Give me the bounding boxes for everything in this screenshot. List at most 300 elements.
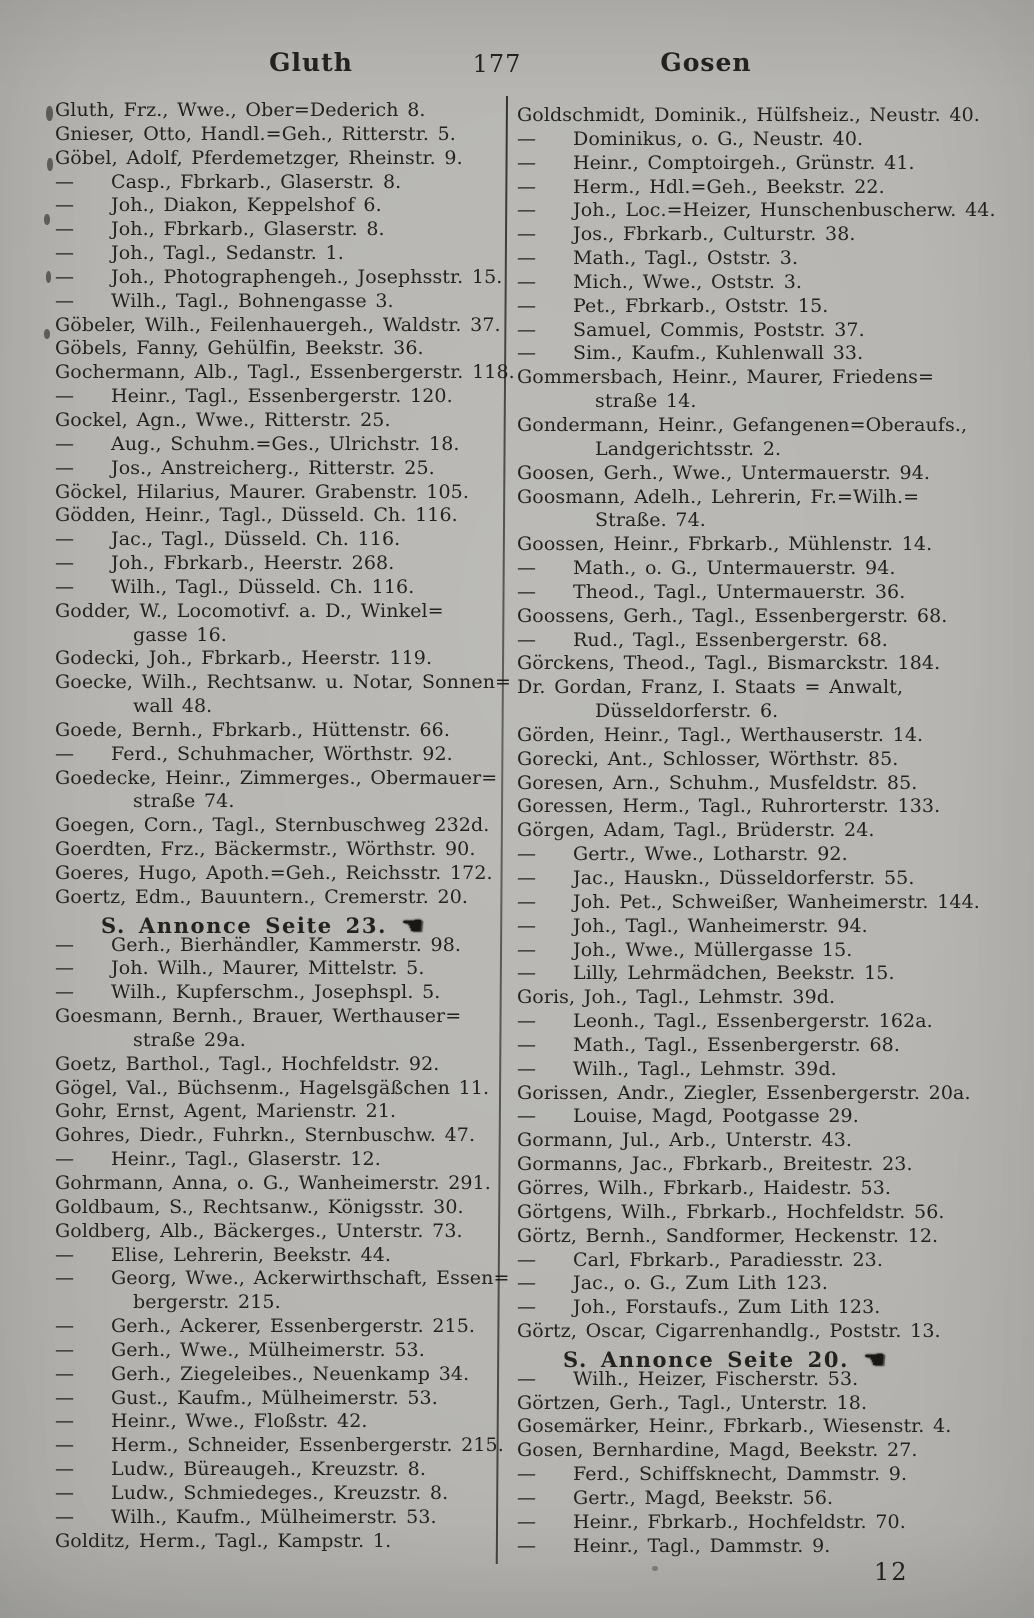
entry-text: Heinr., Tagl., Glaserstr. 12. [111,1148,381,1171]
entry-text: Gorecki, Ant., Schlosser, Wörthstr. 85. [517,747,899,770]
same-surname-dash: — [55,742,74,765]
directory-entry [517,223,987,247]
ink-speck [652,1566,658,1571]
directory-entry [517,795,987,819]
entry-text: Louise, Magd, Pootgasse 29. [573,1105,859,1128]
directory-entry [517,1511,987,1535]
same-surname-dash: — [517,127,536,150]
directory-entry [55,1267,510,1291]
entry-text: Ludw., Büreaugeh., Kreuzstr. 8. [111,1458,426,1481]
directory-entry [517,199,996,223]
directory-entry [55,1148,507,1172]
directory-entry [55,314,507,338]
directory-entry [517,1439,987,1463]
same-surname-dash: — [517,294,536,317]
directory-entry [517,724,987,748]
directory-entry [517,247,987,271]
directory-entry [55,266,507,290]
directory-entry [517,1225,987,1249]
directory-entry [517,295,987,319]
directory-entry [55,862,507,886]
entry-text: Dominikus, o. G., Neustr. 40. [573,127,864,150]
entry-text: Leonh., Tagl., Essenbergerstr. 162a. [573,1010,933,1033]
directory-entry [55,290,507,314]
entry-text: Görres, Wilh., Fbrkarb., Haidestr. 53. [517,1176,892,1199]
entry-text: Jac., Tagl., Düsseld. Ch. 116. [111,528,401,551]
page-number: 177 [472,50,522,78]
entry-text: straße 74. [133,790,235,813]
directory-entry [517,1249,987,1273]
directory-entry [55,647,507,671]
directory-entry [517,486,987,510]
same-surname-dash: — [517,867,536,889]
directory-entry [55,433,507,457]
directory-entry [55,1172,507,1196]
directory-entry [55,838,507,862]
same-surname-dash: — [55,289,74,312]
directory-entry [55,576,507,600]
same-surname-dash: — [55,575,74,598]
entry-text: Casp., Fbrkarb., Glaserstr. 8. [111,170,402,193]
manicule-icon: ☚ [863,1344,888,1374]
directory-entry [517,1058,987,1082]
same-surname-dash: — [517,1272,536,1295]
entry-text: Landgerichtsstr. 2. [595,437,782,460]
running-head-left: Gluth [269,48,353,77]
entry-text: Goede, Bernh., Fbrkarb., Hüttenstr. 66. [55,718,450,741]
entry-text: S. Annonce Seite 23. [101,912,388,938]
same-surname-dash: — [517,557,536,580]
entry-text: Jac., o. G., Zum Lith 123. [573,1272,829,1295]
directory-entry [517,1392,987,1416]
directory-entry [55,1220,507,1244]
same-surname-dash: — [55,957,74,980]
directory-entry [517,629,987,653]
same-surname-dash: — [55,981,74,1004]
entry-text: Joh., Forstaufs., Zum Lith 123. [573,1296,881,1319]
entry-text: Görckens, Theod., Tagl., Bismarckstr. 184. [517,652,941,675]
entry-text: Göckel, Hilarius, Maurer. Grabenstr. 105. [55,480,469,503]
directory-entry [517,748,987,772]
entry-text: Joh., Wwe., Müllergasse 15. [573,938,853,961]
entry-text: Göbel, Adolf, Pferdemetzger, Rheinstr. 9. [55,146,463,169]
entry-text: Görden, Heinr., Tagl., Werthauserstr. 14. [517,723,924,746]
directory-entry [55,1124,507,1148]
entry-text: Pet., Fbrkarb., Oststr. 15. [573,294,829,317]
directory-entry [517,676,987,700]
directory-entry [55,99,507,123]
same-surname-dash: — [517,580,536,603]
entry-text: Goesmann, Bernh., Brauer, Werthauser= [55,1005,462,1028]
entry-text: Gommersbach, Heinr., Maurer, Friedens= [517,366,935,389]
entry-text: Wilh., Tagl., Lehmstr. 39d. [573,1057,837,1080]
directory-entry [517,581,987,605]
entry-text: Goldschmidt, Dominik., Hülfsheiz., Neustr. 40. [517,104,980,126]
entry-text: Gosen, Bernhardine, Magd, Beekstr. 27. [517,1439,918,1462]
running-head-right: Gosen [660,48,752,77]
same-surname-dash: — [55,1434,74,1457]
directory-entry [55,552,507,576]
directory-entry [55,600,507,624]
entry-text: Goldberg, Alb., Bäckerges., Unterstr. 73. [55,1219,463,1242]
entry-text: Samuel, Commis, Poststr. 37. [573,318,865,341]
directory-entry [55,242,507,266]
directory-entry [517,533,987,557]
entry-text: Gerh., Bierhändler, Kammerstr. 98. [111,933,462,956]
entry-text: Joh. Pet., Schweißer, Wanheimerstr. 144. [573,890,980,913]
directory-entry [55,481,507,505]
same-surname-dash: — [517,175,536,198]
entry-text: Joh., Loc.=Heizer, Hunschenbuscherw. 44. [573,199,996,222]
directory-column-right [517,104,996,1558]
entry-text: Gondermann, Heinr., Gefangenen=Oberaufs., [517,413,968,436]
same-surname-dash: — [55,528,74,551]
same-surname-dash: — [517,1248,536,1271]
same-surname-dash: — [55,456,74,479]
entry-text: Gormanns, Jac., Fbrkarb., Breitestr. 23. [517,1153,913,1176]
directory-entry [517,176,987,200]
directory-entry [517,986,987,1010]
entry-text: Goosen, Gerh., Wwe., Untermauerstr. 94. [517,461,931,484]
entry-text: straße 14. [595,390,697,413]
directory-entry [517,1010,987,1034]
directory-entry [55,1410,507,1434]
directory-entry [517,271,987,295]
same-surname-dash: — [55,385,74,408]
directory-entry [517,319,987,343]
same-surname-dash: — [55,218,74,241]
entry-text: Gohr, Ernst, Agent, Marienstr. 21. [55,1100,397,1123]
entry-text: Gust., Kaufm., Mülheimerstr. 53. [111,1386,438,1409]
entry-text: Joh., Fbrkarb., Glaserstr. 8. [111,218,385,241]
entry-text: Gockel, Agn., Wwe., Ritterstr. 25. [55,408,391,431]
ink-speck [46,271,51,283]
annonce-note [55,910,507,940]
entry-text: Jos., Anstreicherg., Ritterstr. 25. [111,456,435,479]
entry-text: Görgen, Adam, Tagl., Brüderstr. 24. [517,819,875,842]
entry-text: Gochermann, Alb., Tagl., Essenbergerstr. 118. [55,361,515,384]
same-surname-dash: — [55,1458,74,1481]
entry-text: Joh., Tagl., Wanheimerstr. 94. [573,914,868,937]
entry-text: Godder, W., Locomotivf. a. D., Winkel= [55,599,444,622]
directory-entry [55,385,507,409]
entry-text: Goecke, Wilh., Rechtsanw. u. Notar, Sonnen= [55,671,512,694]
entry-text: Heinr., Wwe., Floßstr. 42. [111,1410,368,1433]
directory-entry [55,1196,507,1220]
ink-speck [44,329,50,339]
entry-text: Wilh., Heizer, Fischerstr. 53. [573,1367,859,1390]
directory-entry [55,1363,507,1387]
directory-entry [55,1005,507,1029]
entry-text: Goertz, Edm., Bauuntern., Cremerstr. 20. [55,885,469,908]
directory-entry [55,457,507,481]
directory-entry [55,886,507,910]
entry-text: Wilh., Kupferschm., Josephspl. 5. [111,981,441,1004]
directory-entry [517,1034,987,1058]
manicule-icon: ☚ [401,910,426,940]
same-surname-dash: — [517,270,536,293]
entry-text: Gögel, Val., Büchsenm., Hagelsgäßchen 11. [55,1076,490,1099]
same-surname-dash: — [517,1367,536,1390]
directory-entry [55,361,515,385]
entry-text: Joh., Fbrkarb., Heerstr. 268. [111,552,395,575]
directory-entry [517,1535,987,1559]
same-surname-dash: — [517,1010,536,1033]
same-surname-dash: — [517,247,536,270]
entry-text: gasse 16. [133,623,227,646]
directory-entry [517,1320,987,1344]
directory-entry [517,1153,987,1177]
directory-entry [517,342,987,366]
entry-text: Joh., Tagl., Sedanstr. 1. [111,242,344,265]
directory-entry [517,390,987,414]
directory-entry [55,1434,507,1458]
directory-entry [517,1368,987,1392]
entry-text: Joh., Photographengeh., Josephsstr. 15. [111,265,503,288]
same-surname-dash: — [517,962,536,985]
entry-text: Herm., Hdl.=Geh., Beekstr. 22. [573,175,885,198]
entry-text: Herm., Schneider, Essenbergerstr. 215. [111,1434,504,1457]
ink-speck [47,158,53,171]
entry-text: Goldbaum, S., Rechtsanw., Königsstr. 30. [55,1195,464,1218]
directory-entry [517,1105,987,1129]
same-surname-dash: — [517,1033,536,1056]
directory-entry [55,218,507,242]
entry-text: Ferd., Schuhmacher, Wörthstr. 92. [111,742,453,765]
entry-text: Gohrmann, Anna, o. G., Wanheimerstr. 291. [55,1171,491,1194]
directory-entry [55,671,512,695]
entry-text: wall 48. [133,695,213,718]
same-surname-dash: — [517,318,536,341]
directory-entry [55,767,507,791]
directory-entry [55,814,507,838]
entry-text: Gohres, Diedr., Fuhrkn., Sternbuschw. 47. [55,1124,476,1147]
directory-entry [517,700,987,724]
same-surname-dash: — [517,1486,536,1509]
ink-speck [46,106,53,121]
directory-column-left [55,99,515,1553]
entry-text: Görtz, Bernh., Sandformer, Heckenstr. 12. [517,1224,939,1247]
entry-text: Lilly, Lehrmädchen, Beekstr. 15. [573,962,895,985]
directory-entry [55,957,507,981]
same-surname-dash: — [517,1510,536,1533]
entry-text: Heinr., Tagl., Dammstr. 9. [573,1534,831,1557]
entry-text: Carl, Fbrkarb., Paradiesstr. 23. [573,1248,884,1271]
directory-entry [55,1506,507,1530]
same-surname-dash: — [517,223,536,246]
entry-text: Gödden, Heinr., Tagl., Düsseld. Ch. 116. [55,504,458,527]
directory-entry [517,414,987,438]
same-surname-dash: — [55,170,74,193]
same-surname-dash: — [517,1463,536,1486]
directory-entry [55,719,507,743]
directory-entry [55,147,507,171]
entry-text: Joh., Diakon, Keppelshof 6. [111,194,382,217]
entry-text: Math., Tagl., Oststr. 3. [573,247,799,270]
directory-entry [517,891,987,915]
directory-entry [517,1129,987,1153]
entry-text: Heinr., Fbrkarb., Hochfeldstr. 70. [573,1510,906,1533]
entry-text: Jos., Fbrkarb., Culturstr. 38. [573,223,856,246]
entry-text: Elise, Lehrerin, Beekstr. 44. [111,1243,392,1266]
directory-entry [517,366,987,390]
directory-entry [55,934,507,958]
directory-entry [517,557,987,581]
entry-text: Straße. 74. [595,509,706,532]
directory-entry [517,819,987,843]
entry-text: Görtzen, Gerh., Tagl., Unterstr. 18. [517,1391,868,1414]
directory-entry [55,1530,507,1554]
entry-text: Golditz, Herm., Tagl., Kampstr. 1. [55,1529,392,1552]
directory-entry [55,695,507,719]
entry-text: Math., Tagl., Essenbergerstr. 68. [573,1033,900,1056]
directory-entry [517,1415,987,1439]
entry-text: S. Annonce Seite 20. [563,1346,850,1372]
directory-entry [517,462,987,486]
ink-speck [44,214,50,225]
entry-text: Gormann, Jul., Arb., Unterstr. 43. [517,1129,853,1152]
entry-text: Goedecke, Heinr., Zimmerges., Obermauer= [55,766,498,789]
entry-text: Dr. Gordan, Franz, I. Staats = Anwalt, [517,676,904,699]
entry-text: Wilh., Kaufm., Mülheimerstr. 53. [111,1505,437,1528]
entry-text: bergerstr. 215. [133,1291,281,1314]
directory-entry [55,528,507,552]
same-surname-dash: — [55,1362,74,1385]
entry-text: Goressen, Herm., Tagl., Ruhrorterstr. 133. [517,795,941,818]
entry-text: Mich., Wwe., Oststr. 3. [573,270,803,293]
entry-text: Ferd., Schiffsknecht, Dammstr. 9. [573,1463,908,1486]
directory-entry [55,504,507,528]
same-surname-dash: — [517,843,536,866]
same-surname-dash: — [55,933,74,956]
entry-text: Goegen, Corn., Tagl., Sternbuschweg 232d. [55,814,490,837]
same-surname-dash: — [517,1057,536,1080]
signature-mark: 12 [874,1558,909,1586]
entry-text: Düsseldorferstr. 6. [595,700,779,723]
same-surname-dash: — [55,1148,74,1171]
same-surname-dash: — [55,432,74,455]
entry-text: Heinr., Tagl., Essenbergerstr. 120. [111,385,453,408]
same-surname-dash: — [55,194,74,217]
entry-text: Heinr., Comptoirgeh., Grünstr. 41. [573,151,915,174]
entry-text: Ludw., Schmiedeges., Kreuzstr. 8. [111,1481,449,1504]
directory-entry [517,915,987,939]
entry-text: Wilh., Tagl., Düsseld. Ch. 116. [111,575,415,598]
directory-entry [517,867,987,891]
directory-entry [517,104,987,128]
entry-text: Math., o. G., Untermauerstr. 94. [573,557,896,580]
entry-text: Göbels, Fanny, Gehülfin, Beekstr. 36. [55,337,424,360]
directory-entry [517,939,987,963]
same-surname-dash: — [517,1105,536,1128]
directory-entry [55,409,507,433]
entry-text: Goossen, Heinr., Fbrkarb., Mühlenstr. 14. [517,533,933,556]
entry-text: Görtgens, Wilh., Fbrkarb., Hochfeldstr. 56. [517,1200,945,1223]
directory-entry [517,843,987,867]
entry-text: Gertr., Wwe., Lotharstr. 92. [573,843,848,866]
entry-text: Görtz, Oscar, Cigarrenhandlg., Poststr. 13. [517,1320,941,1343]
directory-entry [517,962,987,986]
directory-entry [55,1053,507,1077]
entry-text: Gorissen, Andr., Ziegler, Essenbergerstr. 20a. [517,1081,971,1104]
same-surname-dash: — [517,151,536,174]
directory-entry [55,123,507,147]
directory-entry [55,624,507,648]
directory-entry [517,128,987,152]
entry-text: Joh. Wilh., Maurer, Mittelstr. 5. [111,957,425,980]
directory-entry [517,1201,987,1225]
directory-entry [55,171,507,195]
same-surname-dash: — [517,342,536,365]
same-surname-dash: — [517,1296,536,1319]
entry-text: Georg, Wwe., Ackerwirthschaft, Essen= [111,1267,510,1290]
entry-text: Goeres, Hugo, Apoth.=Geh., Reichsstr. 172. [55,862,493,884]
directory-entry [517,1487,987,1511]
entry-text: Gnieser, Otto, Handl.=Geh., Ritterstr. 5. [55,122,456,145]
directory-entry [55,1077,507,1101]
directory-entry [55,981,507,1005]
entry-text: Goossens, Gerh., Tagl., Essenbergerstr. 68. [517,604,948,627]
directory-entry [55,1291,507,1315]
entry-text: Gerh., Ziegeleibes., Neuenkamp 34. [111,1362,470,1385]
directory-entry [55,1100,507,1124]
same-surname-dash: — [517,938,536,961]
directory-entry [517,1272,987,1296]
same-surname-dash: — [517,199,536,222]
same-surname-dash: — [55,552,74,575]
directory-entry [55,1339,507,1363]
same-surname-dash: — [55,1338,74,1361]
directory-entry [517,1296,987,1320]
entry-text: Goresen, Arn., Schuhm., Musfeldstr. 85. [517,771,918,794]
same-surname-dash: — [55,1505,74,1528]
directory-entry [55,1482,507,1506]
directory-entry [517,509,987,533]
same-surname-dash: — [517,914,536,937]
directory-entry [517,1177,987,1201]
same-surname-dash: — [55,1315,74,1338]
entry-text: Aug., Schuhm.=Ges., Ulrichstr. 18. [111,432,460,455]
directory-entry [55,790,507,814]
entry-text: Jac., Hauskn., Düsseldorferstr. 55. [573,867,915,889]
entry-text: Wilh., Tagl., Bohnengasse 3. [111,289,394,312]
entry-text: Gertr., Magd, Beekstr. 56. [573,1486,834,1509]
same-surname-dash: — [55,1267,74,1290]
entry-text: Goerdten, Frz., Bäckermstr., Wörthstr. 90. [55,838,476,861]
directory-entry [55,337,507,361]
same-surname-dash: — [517,1534,536,1557]
directory-entry [517,152,987,176]
directory-entry [55,1029,507,1053]
same-surname-dash: — [55,1386,74,1409]
entry-text: Gluth, Frz., Wwe., Ober=Dederich 8. [55,99,426,121]
directory-entry [517,605,987,629]
entry-text: Goris, Joh., Tagl., Lehmstr. 39d. [517,986,836,1009]
same-surname-dash: — [55,1481,74,1504]
same-surname-dash: — [517,628,536,651]
directory-entry [517,1463,987,1487]
directory-entry [517,772,987,796]
directory-entry [55,1387,507,1411]
entry-text: Gerh., Ackerer, Essenbergerstr. 215. [111,1315,476,1338]
entry-text: Theod., Tagl., Untermauerstr. 36. [573,580,906,603]
directory-entry [517,438,987,462]
entry-text: Goosmann, Adelh., Lehrerin, Fr.=Wilh.= [517,485,920,508]
directory-entry [55,1315,507,1339]
same-surname-dash: — [55,265,74,288]
same-surname-dash: — [55,1243,74,1266]
directory-entry [55,743,507,767]
